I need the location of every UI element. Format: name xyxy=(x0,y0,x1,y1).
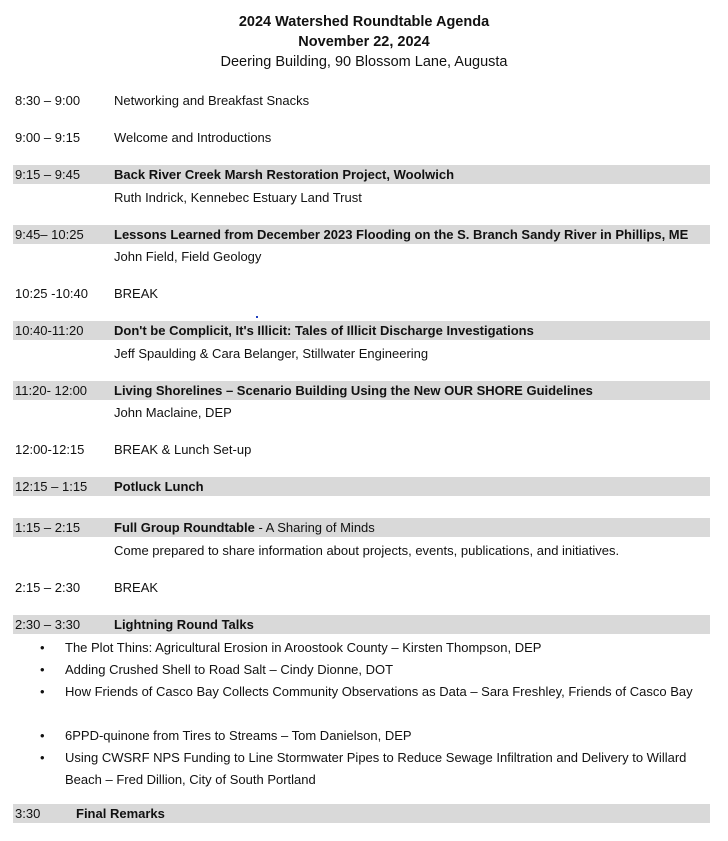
agenda-item-final xyxy=(13,804,710,823)
agenda-title-text: BREAK & Lunch Set-up xyxy=(114,442,252,457)
bullet-icon: • xyxy=(40,728,45,743)
agenda-title: 2024 Watershed Roundtable Agenda xyxy=(238,14,490,30)
agenda-item xyxy=(13,381,710,400)
agenda-title-text: Back River Creek Marsh Restoration Project, Woolwich xyxy=(114,167,455,182)
agenda-speaker: Ruth Indrick, Kennebec Estuary Land Trust xyxy=(114,190,362,205)
lightning-talk: Adding Crushed Shell to Road Salt – Cindy Dionne, DOT xyxy=(65,662,394,677)
lightning-talk: How Friends of Casco Bay Collects Community Observations as Data – Sara Freshley, Friends of Casco Bay xyxy=(65,684,693,699)
stray-mark xyxy=(256,316,258,318)
agenda-title-text: Welcome and Introductions xyxy=(114,130,272,145)
agenda-title-text xyxy=(114,518,375,537)
agenda-time: 12:15 – 1:15 xyxy=(15,479,88,494)
agenda-speaker: John Field, Field Geology xyxy=(114,249,262,264)
bullet-icon: • xyxy=(40,640,45,655)
bullet-icon: • xyxy=(40,750,45,765)
agenda-time: 3:30 xyxy=(15,806,41,821)
agenda-item xyxy=(13,165,710,184)
agenda-title-text: Living Shorelines – Scenario Building Using the New OUR SHORE Guidelines xyxy=(114,383,593,398)
agenda-time: 10:25 -10:40 xyxy=(15,286,89,301)
agenda-title-text: Potluck Lunch xyxy=(114,479,204,494)
agenda-item xyxy=(13,225,710,244)
agenda-time: 2:15 – 2:30 xyxy=(15,580,81,595)
lightning-talk: 6PPD-quinone from Tires to Streams – Tom Danielson, DEP xyxy=(65,728,412,743)
agenda-title-bold: Full Group Roundtable xyxy=(114,520,255,535)
agenda-speaker: John Maclaine, DEP xyxy=(114,405,232,420)
lightning-talk: The Plot Thins: Agricultural Erosion in Aroostook County – Kirsten Thompson, DEP xyxy=(65,640,542,655)
agenda-item xyxy=(13,477,710,496)
agenda-title-text: BREAK xyxy=(114,286,159,301)
agenda-time: 9:00 – 9:15 xyxy=(15,130,81,145)
agenda-time: 12:00-12:15 xyxy=(15,442,85,457)
agenda-item xyxy=(13,321,710,340)
agenda-title-text: Lessons Learned from December 2023 Flooding on the S. Branch Sandy River in Phillips, ME xyxy=(114,227,689,242)
agenda-time: 11:20- 12:00 xyxy=(15,383,88,398)
bullet-icon: • xyxy=(40,684,45,699)
agenda-title-text: Final Remarks xyxy=(76,806,165,821)
agenda-speaker: Jeff Spaulding & Cara Belanger, Stillwater Engineering xyxy=(114,346,429,361)
agenda-title-text: Lightning Round Talks xyxy=(114,617,254,632)
agenda-time: 9:45– 10:25 xyxy=(15,227,84,242)
agenda-time: 9:15 – 9:45 xyxy=(15,167,81,182)
agenda-time: 1:15 – 2:15 xyxy=(15,520,81,535)
agenda-time: 8:30 – 9:00 xyxy=(15,93,81,108)
agenda-item xyxy=(13,615,710,634)
agenda-title-text: Don't be Complicit, It's Illicit: Tales of Illicit Discharge Investigations xyxy=(114,323,534,338)
agenda-item xyxy=(13,518,710,537)
bullet-icon: • xyxy=(40,662,45,677)
agenda-title-suffix: - A Sharing of Minds xyxy=(254,520,375,535)
lightning-talk: Using CWSRF NPS Funding to Line Stormwater Pipes to Reduce Sewage Infiltration and Delivery to Willard Beach – Fred Dillion, City of South Portland xyxy=(65,750,687,787)
agenda-title-text: BREAK xyxy=(114,580,159,595)
agenda-description: Come prepared to share information about projects, events, publications, and initiatives. xyxy=(114,543,620,558)
agenda-title-text: Networking and Breakfast Snacks xyxy=(114,93,310,108)
agenda-date: November 22, 2024 xyxy=(298,34,430,50)
agenda-location: Deering Building, 90 Blossom Lane, Augusta xyxy=(220,54,508,70)
agenda-time: 2:30 – 3:30 xyxy=(15,617,81,632)
agenda-time: 10:40-11:20 xyxy=(15,323,84,338)
